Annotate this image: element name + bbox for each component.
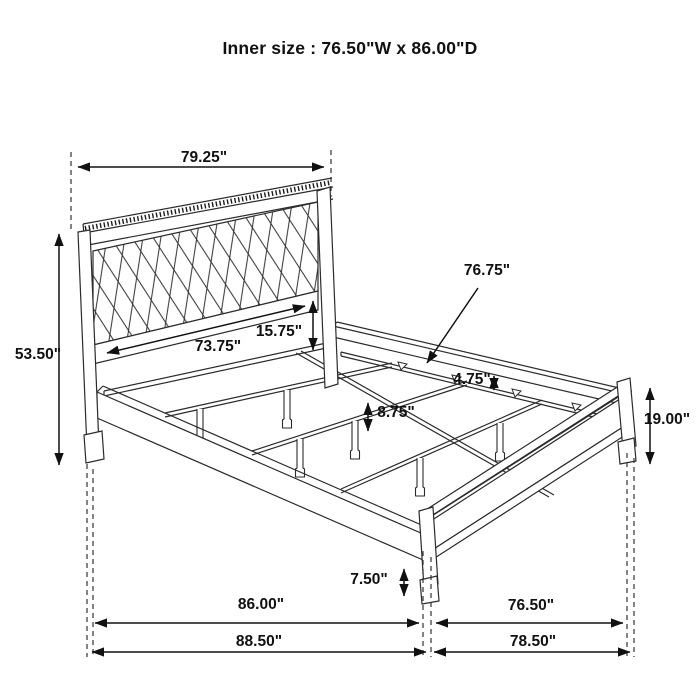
support-leg xyxy=(416,458,425,496)
diagram-title: Inner size : 76.50"W x 86.00"D xyxy=(222,38,478,58)
support-leg xyxy=(283,390,292,428)
support-leg xyxy=(496,423,505,461)
label-headboard-width: 79.25" xyxy=(180,149,228,166)
label-headboard-inner-width: 73.75" xyxy=(194,338,242,355)
headboard-left-foot xyxy=(84,431,104,463)
label-side-rail-length: 76.75" xyxy=(463,262,511,279)
label-headboard-height: 53.50" xyxy=(14,346,62,363)
label-overall-depth: 88.50" xyxy=(235,633,283,650)
label-rail-height: 4.75" xyxy=(453,371,491,388)
label-footboard-leg-height: 7.50" xyxy=(350,571,388,588)
label-overall-width: 78.50" xyxy=(509,633,557,650)
rail-hook-icon xyxy=(398,362,407,370)
label-support-leg-height: 8.75" xyxy=(377,404,415,421)
label-inner-width: 76.50" xyxy=(507,597,555,614)
support-leg xyxy=(296,439,305,477)
leader-side-rail-length xyxy=(427,288,478,363)
label-inner-depth: 86.00" xyxy=(237,596,285,613)
footboard xyxy=(419,378,636,604)
headboard-right-post xyxy=(317,187,338,388)
footboard-panel xyxy=(426,395,626,554)
footboard-right-foot xyxy=(618,438,636,464)
label-headboard-panel-offset: 15.75" xyxy=(255,323,303,340)
bed-frame xyxy=(78,178,636,604)
support-leg xyxy=(351,421,360,459)
label-footboard-height: 19.00" xyxy=(643,411,691,428)
